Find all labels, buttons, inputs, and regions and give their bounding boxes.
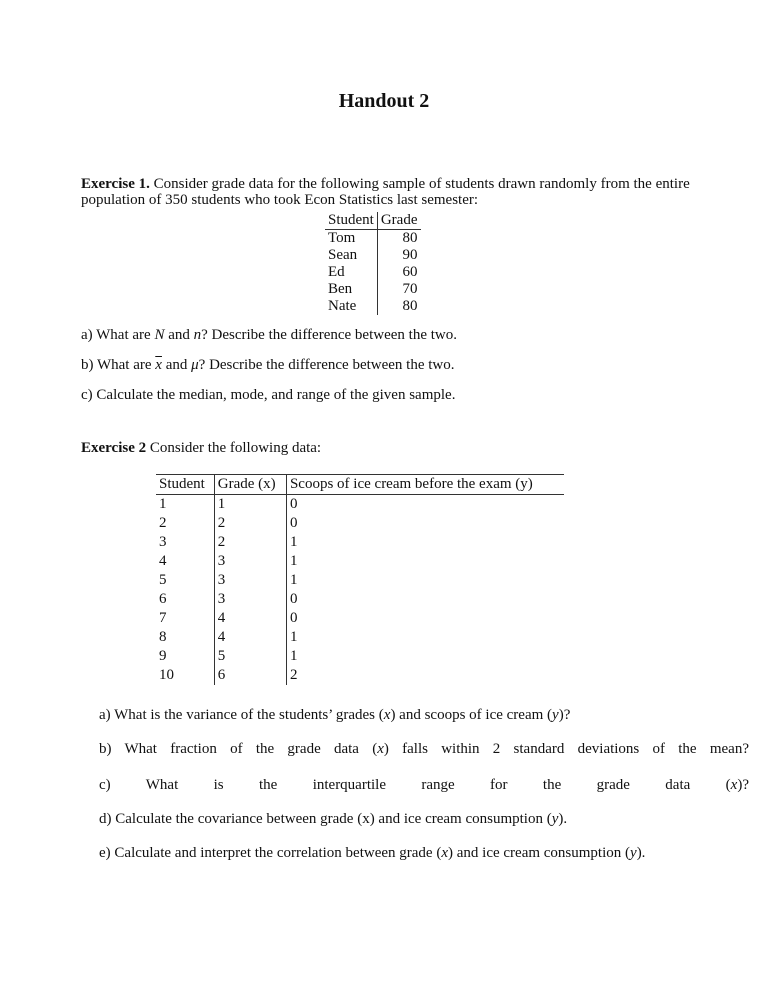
table-cell: 2 bbox=[159, 515, 167, 531]
table-cell: 3 bbox=[159, 534, 167, 550]
table-cell: 3 bbox=[214, 552, 286, 571]
question-text: x bbox=[441, 845, 448, 861]
exercise-2-text: Consider the following data: bbox=[146, 440, 322, 456]
question-text: N bbox=[154, 327, 165, 343]
table-cell: 80 bbox=[377, 298, 420, 315]
question-text: μ bbox=[191, 357, 199, 373]
question-text: y bbox=[630, 845, 637, 861]
table-cell: 0 bbox=[286, 609, 564, 628]
question-text: y bbox=[551, 811, 559, 827]
table-cell: 0 bbox=[286, 495, 564, 515]
question-a bbox=[99, 707, 749, 724]
table-row bbox=[156, 552, 564, 571]
grade-table bbox=[325, 212, 421, 315]
table-row bbox=[325, 230, 421, 248]
question-a bbox=[81, 327, 457, 344]
table-cell: 10 bbox=[159, 667, 174, 683]
table-cell: 1 bbox=[286, 571, 564, 590]
column-header: Scoops of ice cream before the exam (y) bbox=[286, 475, 564, 495]
question-text: b) What are bbox=[81, 357, 156, 373]
table-cell: 0 bbox=[286, 514, 564, 533]
table-cell: 80 bbox=[377, 230, 420, 248]
question-text: x bbox=[730, 777, 738, 793]
table-cell: 90 bbox=[377, 247, 420, 264]
table-row bbox=[156, 647, 564, 666]
question-text: y bbox=[552, 707, 559, 723]
question-text: ? Describe the difference between the two. bbox=[198, 357, 455, 373]
grade-icecream-table bbox=[156, 474, 564, 685]
table-cell: 6 bbox=[214, 666, 286, 685]
question-text: e) Calculate and interpret the correlation between grade ( bbox=[99, 845, 442, 861]
table-cell: 3 bbox=[214, 571, 286, 590]
question-text: a) What is the variance of the students’ grades ( bbox=[99, 707, 384, 723]
table-cell: 1 bbox=[286, 628, 564, 647]
question-b bbox=[81, 357, 455, 374]
question-text: d) Calculate the covariance between grade (x) and ice cream consumption ( bbox=[99, 811, 552, 827]
table-cell: 2 bbox=[214, 514, 286, 533]
table-row bbox=[325, 264, 421, 281]
table-cell: 2 bbox=[286, 666, 564, 685]
table-cell: Nate bbox=[328, 298, 357, 314]
table-cell: 6 bbox=[159, 591, 167, 607]
table-cell: 1 bbox=[159, 496, 167, 512]
table-cell: 5 bbox=[159, 572, 167, 588]
table-row bbox=[156, 666, 564, 685]
question-text: ). bbox=[636, 845, 646, 861]
question-text: n bbox=[193, 327, 202, 343]
table-cell: 60 bbox=[377, 264, 420, 281]
table-row bbox=[156, 571, 564, 590]
table-cell: 1 bbox=[286, 533, 564, 552]
table-cell: 3 bbox=[214, 590, 286, 609]
table-cell: 7 bbox=[159, 610, 167, 626]
table-cell: Ben bbox=[328, 281, 353, 297]
column-header: Grade bbox=[377, 212, 420, 230]
question-text: c) What is the interquartile range for the grade data ( bbox=[99, 777, 731, 793]
table-cell: 1 bbox=[286, 552, 564, 571]
question-e bbox=[99, 845, 749, 862]
question-text: b) What fraction of the grade data ( bbox=[99, 741, 378, 757]
table-cell: 2 bbox=[214, 533, 286, 552]
question-text: c) Calculate the median, mode, and range of the given sample. bbox=[81, 387, 456, 403]
table-cell: 4 bbox=[159, 553, 167, 569]
question-text: )? bbox=[558, 707, 571, 723]
table-cell: 1 bbox=[286, 647, 564, 666]
question-text: and bbox=[161, 357, 192, 373]
question-text: ) falls within 2 standard deviations of the mean? bbox=[383, 741, 749, 757]
question-text: ) and scoops of ice cream ( bbox=[390, 707, 553, 723]
exercise-1-intro bbox=[81, 176, 721, 208]
table-row bbox=[156, 514, 564, 533]
exercise-1-text: Consider grade data for the following sample of students drawn randomly from the entire population of 350 students who took Econ Statistics last semester: bbox=[81, 176, 690, 208]
table-cell: Sean bbox=[328, 247, 358, 263]
question-text: )? bbox=[737, 777, 749, 793]
x-bar-symbol: $\overline{x}$ bbox=[155, 357, 162, 373]
question-text: ? Describe the difference between the two. bbox=[201, 327, 457, 343]
question-d bbox=[99, 811, 749, 828]
table-cell: Tom bbox=[328, 230, 356, 246]
table-cell: 9 bbox=[159, 648, 167, 664]
exercise-1-label: Exercise 1. bbox=[81, 176, 150, 192]
table-row bbox=[156, 590, 564, 609]
question-text: ) and ice cream consumption ( bbox=[448, 845, 631, 861]
table-cell: 4 bbox=[214, 628, 286, 647]
table-cell: 1 bbox=[214, 495, 286, 515]
table-row bbox=[325, 281, 421, 298]
exercise-2-intro bbox=[81, 440, 321, 456]
table-row bbox=[156, 495, 564, 515]
question-text: a) What are bbox=[81, 327, 155, 343]
column-header: Grade (x) bbox=[214, 475, 286, 495]
question-text: ). bbox=[558, 811, 568, 827]
question-text: and bbox=[164, 327, 194, 343]
table-row bbox=[156, 533, 564, 552]
table-cell: 4 bbox=[214, 609, 286, 628]
question-c bbox=[81, 387, 455, 404]
exercise-2-label: Exercise 2 bbox=[81, 440, 147, 456]
page-title: Handout 2 bbox=[338, 90, 430, 112]
table-cell: 5 bbox=[214, 647, 286, 666]
question-b bbox=[99, 741, 749, 758]
table-cell: 8 bbox=[159, 629, 167, 645]
column-header: Student bbox=[325, 212, 377, 230]
question-text: x bbox=[377, 741, 384, 757]
table-cell: Ed bbox=[328, 264, 345, 280]
question-text: x bbox=[383, 707, 391, 723]
column-header: Student bbox=[156, 475, 214, 495]
table-cell: 0 bbox=[286, 590, 564, 609]
question-c bbox=[99, 777, 749, 794]
table-row bbox=[325, 247, 421, 264]
table-cell: 70 bbox=[377, 281, 420, 298]
table-row bbox=[325, 298, 421, 315]
table-row bbox=[156, 609, 564, 628]
table-row bbox=[156, 628, 564, 647]
